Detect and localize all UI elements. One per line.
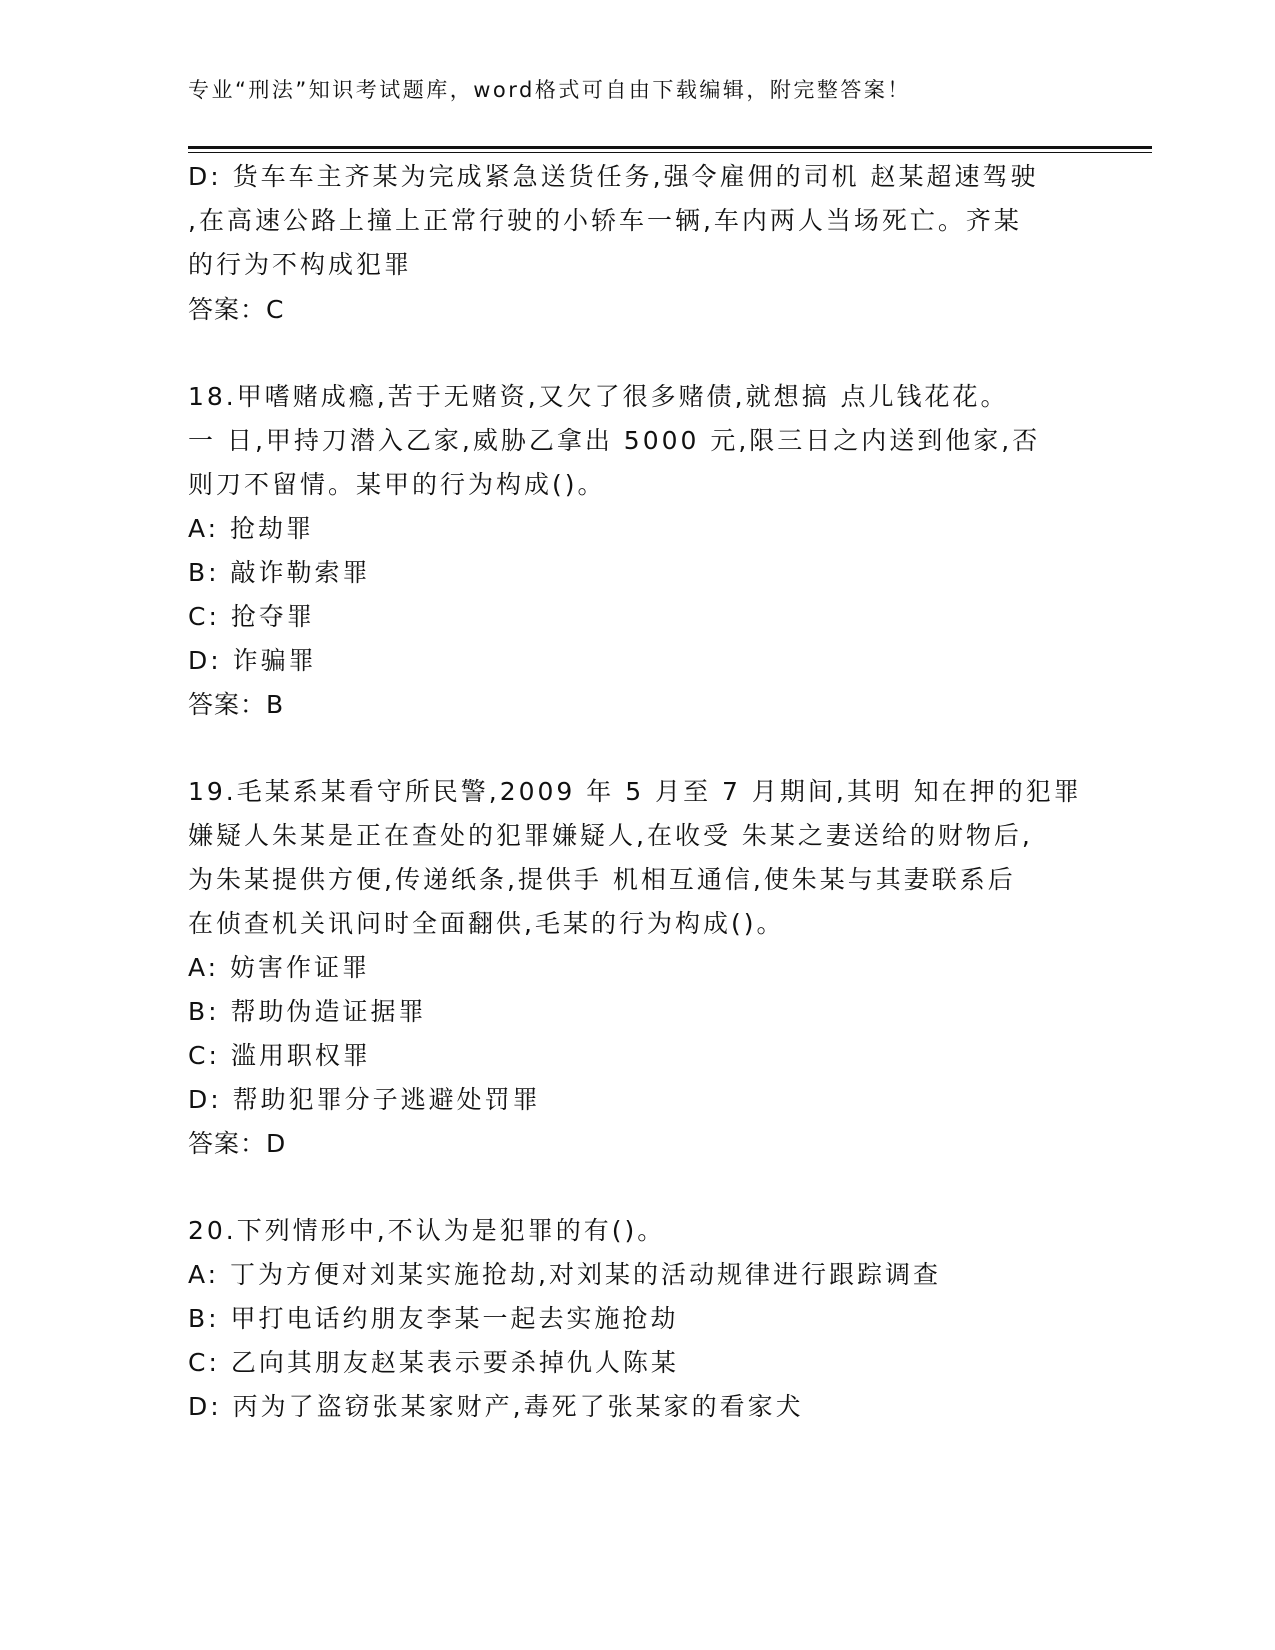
q18-option-a: A: 抢劫罪	[188, 514, 315, 543]
q18-option-d: D: 诈骗罪	[188, 646, 317, 675]
page-header: 专业“刑法”知识考试题库，word格式可自由下载编辑，附完整答案！	[188, 78, 911, 102]
q19-option-a: A: 妨害作证罪	[188, 953, 371, 982]
q17-option-d-line-3: 的行为不构成犯罪	[188, 250, 413, 279]
q20-option-b: B: 甲打电话约朋友李某一起去实施抢劫	[188, 1304, 679, 1333]
q19-stem-line-4: 在侦查机关讯问时全面翻供,毛某的行为构成()。	[188, 909, 785, 938]
q18-stem-line-3: 则刀不留情。某甲的行为构成()。	[188, 470, 606, 499]
q19-stem-line-1: 19.毛某系某看守所民警,2009 年 5 月至 7 月期间,其明 知在押的犯罪	[188, 777, 1082, 806]
q19-stem-line-3: 为朱某提供方便,传递纸条,提供手 机相互通信,使朱某与其妻联系后	[188, 865, 1016, 894]
q19-stem-line-2: 嫌疑人朱某是正在查处的犯罪嫌疑人,在收受 朱某之妻送给的财物后,	[188, 821, 1033, 850]
q20-stem-line-1: 20.下列情形中,不认为是犯罪的有()。	[188, 1216, 666, 1245]
q18-option-b: B: 敲诈勒索罪	[188, 558, 371, 587]
q17-answer: 答案：C	[188, 295, 285, 324]
q19-answer: 答案：D	[188, 1129, 287, 1158]
q18-stem-line-1: 18.甲嗜赌成瘾,苦于无赌资,又欠了很多赌债,就想搞 点儿钱花花。	[188, 382, 1009, 411]
q17-option-d-line-2: ,在高速公路上撞上正常行驶的小轿车一辆,车内两人当场死亡。齐某	[188, 206, 1022, 235]
q18-option-c: C: 抢夺罪	[188, 602, 315, 631]
q19-option-c: C: 滥用职权罪	[188, 1041, 371, 1070]
q20-option-c: C: 乙向其朋友赵某表示要杀掉仇人陈某	[188, 1348, 679, 1377]
q18-stem-line-2: 一 日,甲持刀潜入乙家,威胁乙拿出 5000 元,限三日之内送到他家,否	[188, 426, 1041, 455]
q17-option-d-line-1: D: 货车车主齐某为完成紧急送货任务,强令雇佣的司机 赵某超速驾驶	[188, 162, 1039, 191]
q18-answer: 答案：B	[188, 690, 285, 719]
q20-option-a: A: 丁为方便对刘某实施抢劫,对刘某的活动规律进行跟踪调查	[188, 1260, 941, 1289]
q19-option-d: D: 帮助犯罪分子逃避处罚罪	[188, 1085, 541, 1114]
q19-option-b: B: 帮助伪造证据罪	[188, 997, 427, 1026]
header-rule-thin	[188, 152, 1152, 153]
q20-option-d: D: 丙为了盗窃张某家财产,毒死了张某家的看家犬	[188, 1392, 804, 1421]
header-rule-thick	[188, 146, 1152, 149]
